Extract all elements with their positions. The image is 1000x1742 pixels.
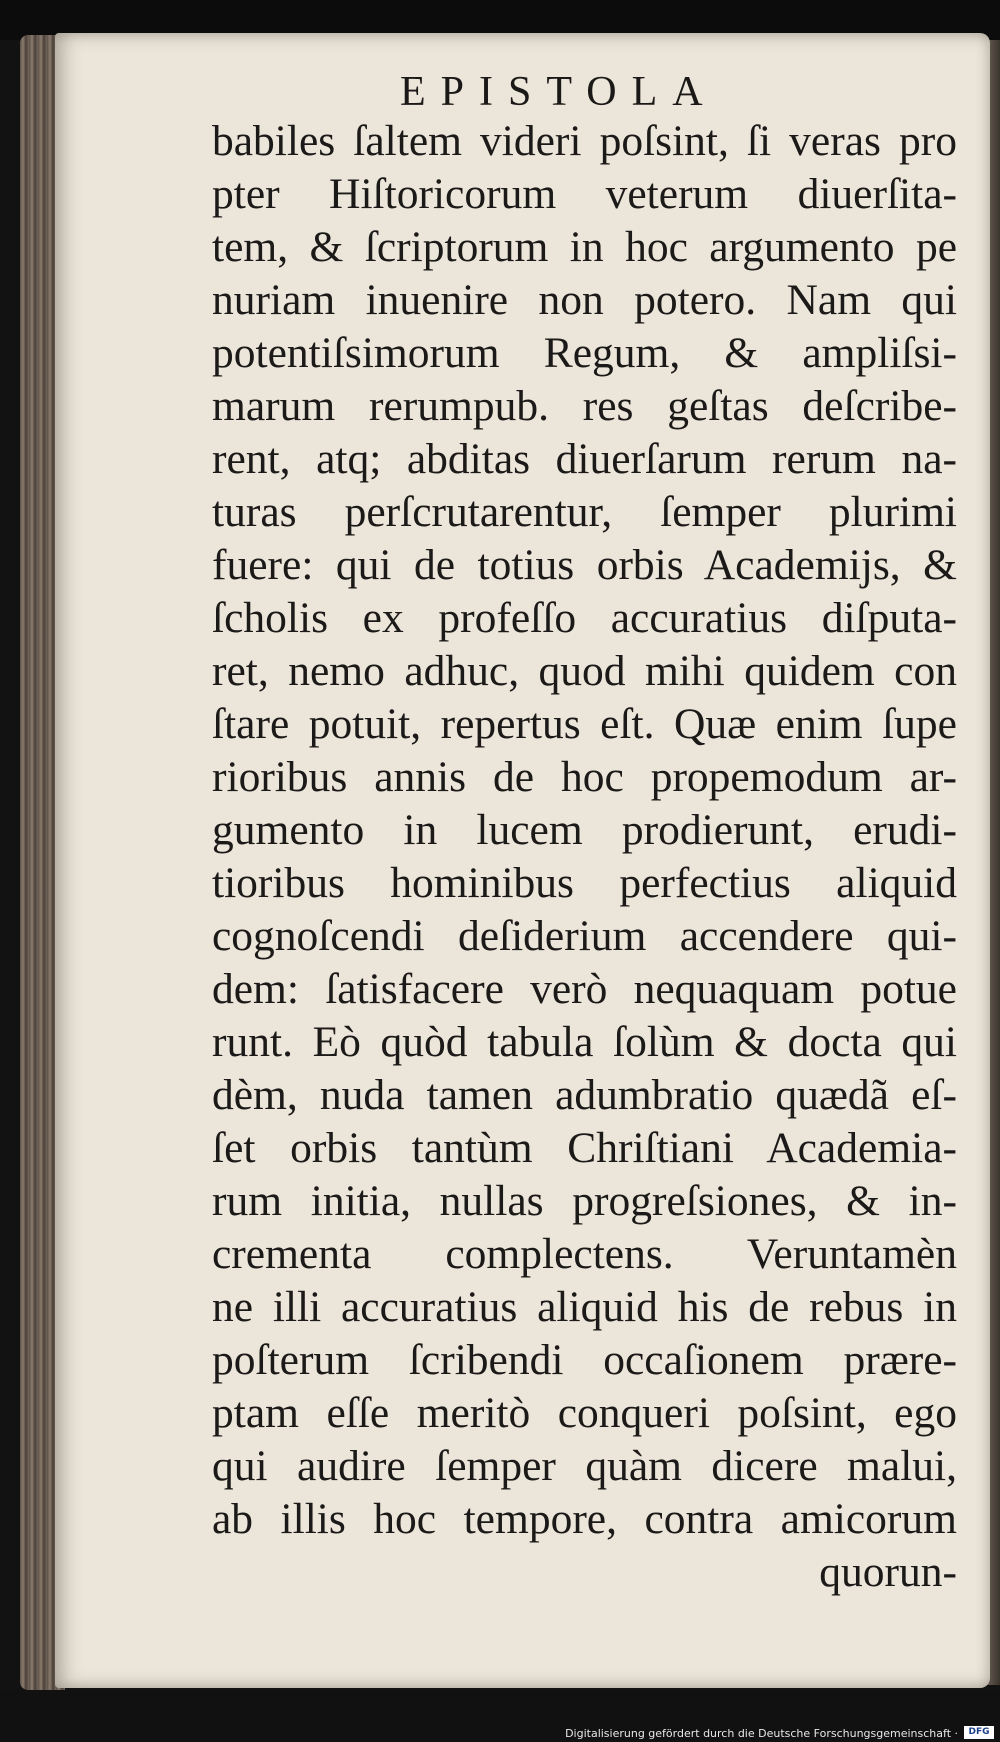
dfg-logo: DFG: [964, 1726, 994, 1739]
text-line: fuere: qui de totius orbis Academijs, &: [212, 541, 957, 589]
text-line: rum initia, nullas progreſsiones, & in-: [212, 1177, 957, 1225]
text-line: qui audire ſemper quàm dicere malui,: [212, 1442, 957, 1490]
text-line: ne illi accuratius aliquid his de rebus in: [212, 1283, 957, 1331]
text-line: turas perſcrutarentur, ſemper plurimi: [212, 488, 957, 536]
text-line: rent, atq; abditas diuerſarum rerum na-: [212, 435, 957, 483]
digitization-credit: Digitalisierung gefördert durch die Deutsche Forschungsgemeinschaft ·: [565, 1727, 958, 1740]
text-line: dèm, nuda tamen adumbratio quædã eſ-: [212, 1071, 957, 1119]
text-line: ptam eſſe meritò conqueri poſsint, ego: [212, 1389, 957, 1437]
text-line: ſtare potuit, repertus eſt. Quæ enim ſupe: [212, 700, 957, 748]
text-line: cognoſcendi deſiderium accendere qui-: [212, 912, 957, 960]
text-line: marum rerumpub. res geſtas deſcribe-: [212, 382, 957, 430]
text-line: potentiſsimorum Regum, & ampliſsi-: [212, 329, 957, 377]
text-line: rioribus annis de hoc propemodum ar-: [212, 753, 957, 801]
text-line: gumento in lucem prodierunt, erudi-: [212, 806, 957, 854]
text-line: poſterum ſcribendi occaſionem prære-: [212, 1336, 957, 1384]
text-line: babiles ſaltem videri poſsint, ſi veras pro: [212, 117, 957, 165]
text-line: dem: ſatisfacere verò nequaquam potue: [212, 965, 957, 1013]
text-line: ſcholis ex profeſſo accuratius diſputa-: [212, 594, 957, 642]
text-line: crementa complectens. Veruntamèn: [212, 1230, 957, 1278]
body-text: [212, 115, 957, 1599]
catchword: quorun-: [819, 1548, 957, 1596]
running-head: EPISTOLA: [400, 69, 718, 115]
text-line: tioribus hominibus perfectius aliquid: [212, 859, 957, 907]
text-line: ſet orbis tantùm Chriſtiani Academia-: [212, 1124, 957, 1172]
text-line: tem, & ſcriptorum in hoc argumento pe: [212, 223, 957, 271]
text-line: nuriam inuenire non potero. Nam qui: [212, 276, 957, 324]
text-line: ab illis hoc tempore, contra amicorum: [212, 1495, 957, 1543]
text-line: runt. Eò quòd tabula ſolùm & docta qui: [212, 1018, 957, 1066]
text-line: pter Hiſtoricorum veterum diuerſita-: [212, 170, 957, 218]
text-line: ret, nemo adhuc, quod mihi quidem con: [212, 647, 957, 695]
